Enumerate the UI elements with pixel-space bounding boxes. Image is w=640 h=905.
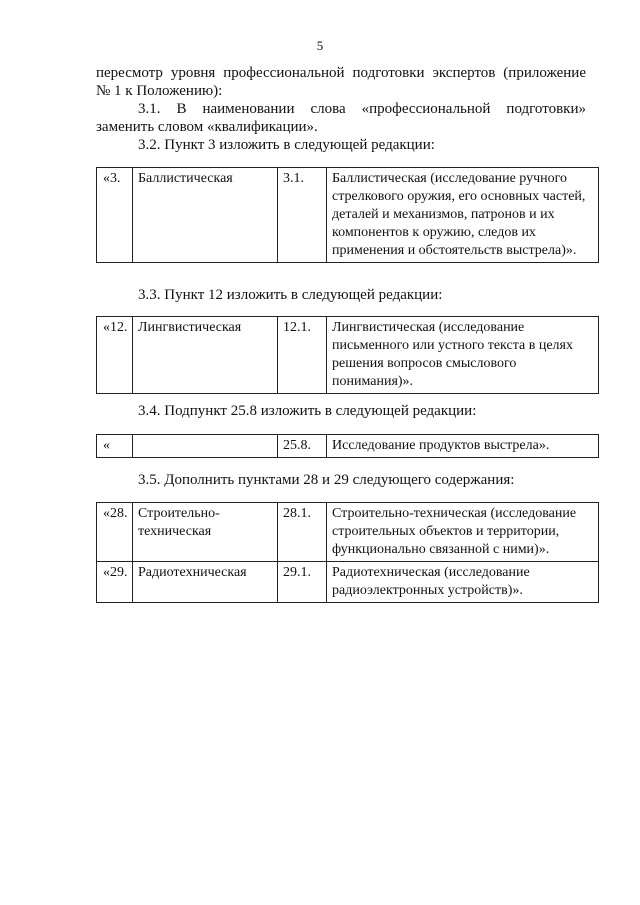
cell-kind: Радиотехническая	[133, 562, 278, 603]
cell-subnumber: 28.1.	[278, 503, 327, 562]
cell-kind: Лингвистическая	[133, 317, 278, 394]
item-3-4: 3.4. Подпункт 25.8 изложить в следующей редакции:	[138, 403, 477, 419]
table-row	[97, 168, 599, 263]
cell-description: Исследование продуктов выстрела».	[327, 435, 599, 458]
cell-number: «12.	[97, 317, 133, 394]
table-linguistic	[96, 316, 599, 394]
cell-description: Строительно-техническая (исследование строительных объектов и территории, функционально связанной с ними)».	[327, 503, 599, 562]
cell-kind: Баллистическая	[133, 168, 278, 263]
intro-line-2: № 1 к Положению):	[96, 83, 223, 99]
cell-subnumber: 25.8.	[278, 435, 327, 458]
table-row	[97, 503, 599, 562]
table-shot-products	[96, 434, 599, 458]
table-row	[97, 435, 599, 458]
cell-kind: Строительно-техническая	[133, 503, 278, 562]
item-3-5: 3.5. Дополнить пунктами 28 и 29 следующего содержания:	[138, 472, 515, 488]
cell-subnumber: 12.1.	[278, 317, 327, 394]
cell-number: «28.	[97, 503, 133, 562]
table-row	[97, 317, 599, 394]
cell-description: Лингвистическая (исследование письменного или устного текста в целях решения вопросов смыслового понимания)».	[327, 317, 599, 394]
cell-number: «	[97, 435, 133, 458]
cell-description: Баллистическая (исследование ручного стрелкового оружия, его основных частей, деталей и механизмов, патронов и их компонентов к оружию, следов их применения и обстоятельств выстрела)».	[327, 168, 599, 263]
cell-kind	[133, 435, 278, 458]
page-number: 5	[316, 38, 324, 53]
cell-number: «29.	[97, 562, 133, 603]
table-additions	[96, 502, 599, 603]
cell-number: «3.	[97, 168, 133, 263]
item-3-1-line-1: 3.1. В наименовании слова «профессиональной подготовки»	[138, 101, 586, 117]
item-3-1-line-2: заменить словом «квалификации».	[96, 119, 318, 135]
cell-description: Радиотехническая (исследование радиоэлектронных устройств)».	[327, 562, 599, 603]
cell-subnumber: 3.1.	[278, 168, 327, 263]
intro-line-1: пересмотр уровня профессиональной подготовки экспертов (приложение	[96, 65, 586, 81]
cell-subnumber: 29.1.	[278, 562, 327, 603]
item-3-3: 3.3. Пункт 12 изложить в следующей редакции:	[138, 287, 443, 303]
table-row	[97, 562, 599, 603]
table-ballistic	[96, 167, 599, 263]
item-3-2: 3.2. Пункт 3 изложить в следующей редакции:	[138, 137, 435, 153]
